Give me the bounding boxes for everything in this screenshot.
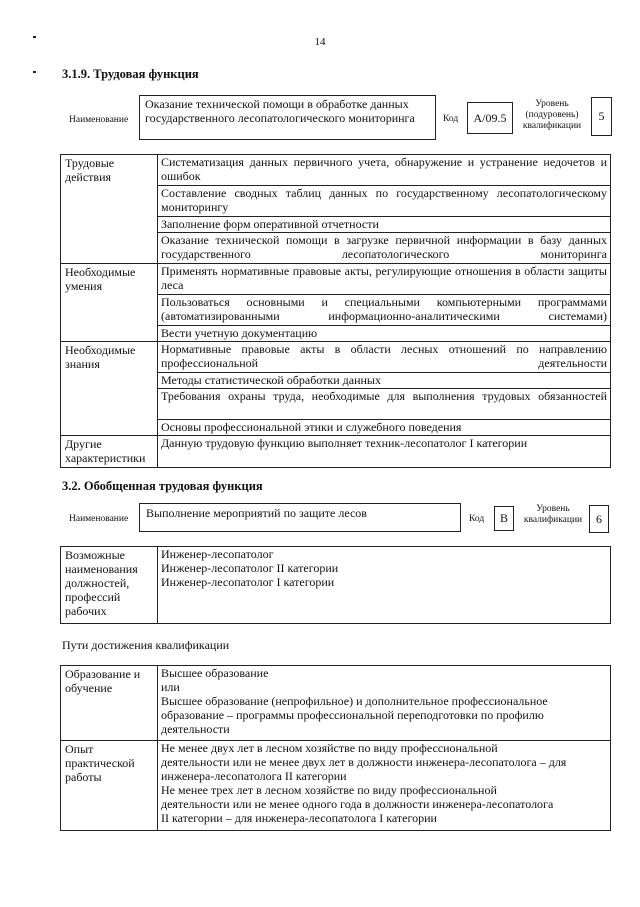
experience-line: инженера-лесопатолога II категории <box>161 769 347 783</box>
education-line: образование – программы профессиональной переподготовки по профилю <box>161 708 544 722</box>
code-value-box <box>467 102 513 134</box>
table-cell: Систематизация данных первичного учета, обнаружение и устранение недочетов и ошибок <box>158 155 611 186</box>
qualification-table <box>60 665 611 831</box>
level-value-box <box>589 505 609 533</box>
table-cell: Нормативные правовые акты в области лесных отношений по направлению профессиональной деятельности <box>158 342 611 373</box>
code-value: B <box>499 511 508 525</box>
level-value: 5 <box>598 109 605 123</box>
experience-line: Не менее двух лет в лесном хозяйстве по виду профессиональной <box>161 741 498 755</box>
row-label: Образование и обучение <box>61 666 158 741</box>
table-cell <box>158 666 611 741</box>
table-cell: Составление сводных таблиц данных по государственному лесопатологическому мониторингу <box>158 186 611 217</box>
table-row <box>61 547 611 624</box>
positions-table <box>60 546 611 624</box>
scan-mark <box>33 71 36 73</box>
code-label: Код <box>469 514 485 524</box>
table-cell: Требования охраны труда, необходимые для выполнения трудовых обязанностей <box>158 389 611 420</box>
position-item: Инженер-лесопатолог I категории <box>161 575 335 589</box>
function-name-box <box>139 95 436 140</box>
row-label: Необходимые умения <box>61 264 158 342</box>
education-line: или <box>161 680 180 694</box>
table-row <box>61 741 611 831</box>
level-label: Уровень квалификации <box>523 504 583 525</box>
row-label: Возможные наименования должностей, профессий рабочих <box>61 547 158 624</box>
row-label: Другие характеристики <box>61 436 158 468</box>
position-item: Инженер-лесопатолог II категории <box>161 561 339 575</box>
table-row <box>61 264 611 295</box>
row-label: Необходимые знания <box>61 342 158 436</box>
table-cell <box>158 547 611 624</box>
function-details-table <box>60 154 611 468</box>
table-cell <box>158 741 611 831</box>
page-number: 14 <box>314 36 326 48</box>
table-row <box>61 436 611 468</box>
experience-line: Не менее трех лет в лесном хозяйстве по виду профессиональной <box>161 783 497 797</box>
row-label: Опыт практической работы <box>61 741 158 831</box>
code-value: A/09.5 <box>473 111 507 125</box>
education-line: Высшее образование <box>161 666 269 680</box>
table-cell: Пользоваться основными и специальными компьютерными программами (автоматизированными информационно-аналитическими системами) <box>158 295 611 326</box>
table-cell: Оказание технической помощи в загрузке первичной информации в базу данных государственного лесопатологического мониторинга <box>158 233 611 264</box>
name-label: Наименование <box>69 514 129 524</box>
level-value: 6 <box>596 512 602 526</box>
experience-line: II категории – для инженера-лесопатолога I категории <box>161 811 437 825</box>
row-label: Трудовые действия <box>61 155 158 264</box>
table-cell: Данную трудовую функцию выполняет техник-лесопатолог I категории <box>158 436 611 468</box>
table-row <box>61 155 611 186</box>
table-cell: Заполнение форм оперативной отчетности <box>158 217 611 233</box>
function-name-value: Оказание технической помощи в обработке данных государственного лесопатологического мониторинга <box>145 97 415 125</box>
table-row <box>61 666 611 741</box>
section-heading-319: 3.1.9. Трудовая функция <box>62 67 199 81</box>
scan-mark <box>33 36 36 38</box>
position-item: Инженер-лесопатолог <box>161 547 274 561</box>
level-label: Уровень (подуровень) квалификации <box>522 99 582 131</box>
qualification-paths-heading: Пути достижения квалификации <box>62 638 230 652</box>
education-line: Высшее образование (непрофильное) и дополнительное профессиональное <box>161 694 548 708</box>
table-cell: Основы профессиональной этики и служебного поведения <box>158 420 611 436</box>
experience-line: деятельности или не менее двух лет в должности инженера-лесопатолога – для <box>161 755 567 769</box>
table-row <box>61 342 611 373</box>
code-value-box <box>494 506 514 531</box>
education-line: деятельности <box>161 722 230 736</box>
code-label: Код <box>443 114 459 124</box>
table-cell: Применять нормативные правовые акты, регулирующие отношения в области защиты леса <box>158 264 611 295</box>
generalized-function-name-value: Выполнение мероприятий по защите лесов <box>146 506 367 520</box>
name-label: Наименование <box>69 115 129 125</box>
level-value-box <box>591 97 612 136</box>
table-cell: Методы статистической обработки данных <box>158 373 611 389</box>
section-heading-32: 3.2. Обобщенная трудовая функция <box>62 479 263 493</box>
table-cell: Вести учетную документацию <box>158 326 611 342</box>
experience-line: деятельности или не менее одного года в должности инженера-лесопатолога <box>161 797 554 811</box>
generalized-function-name-box <box>139 503 461 532</box>
